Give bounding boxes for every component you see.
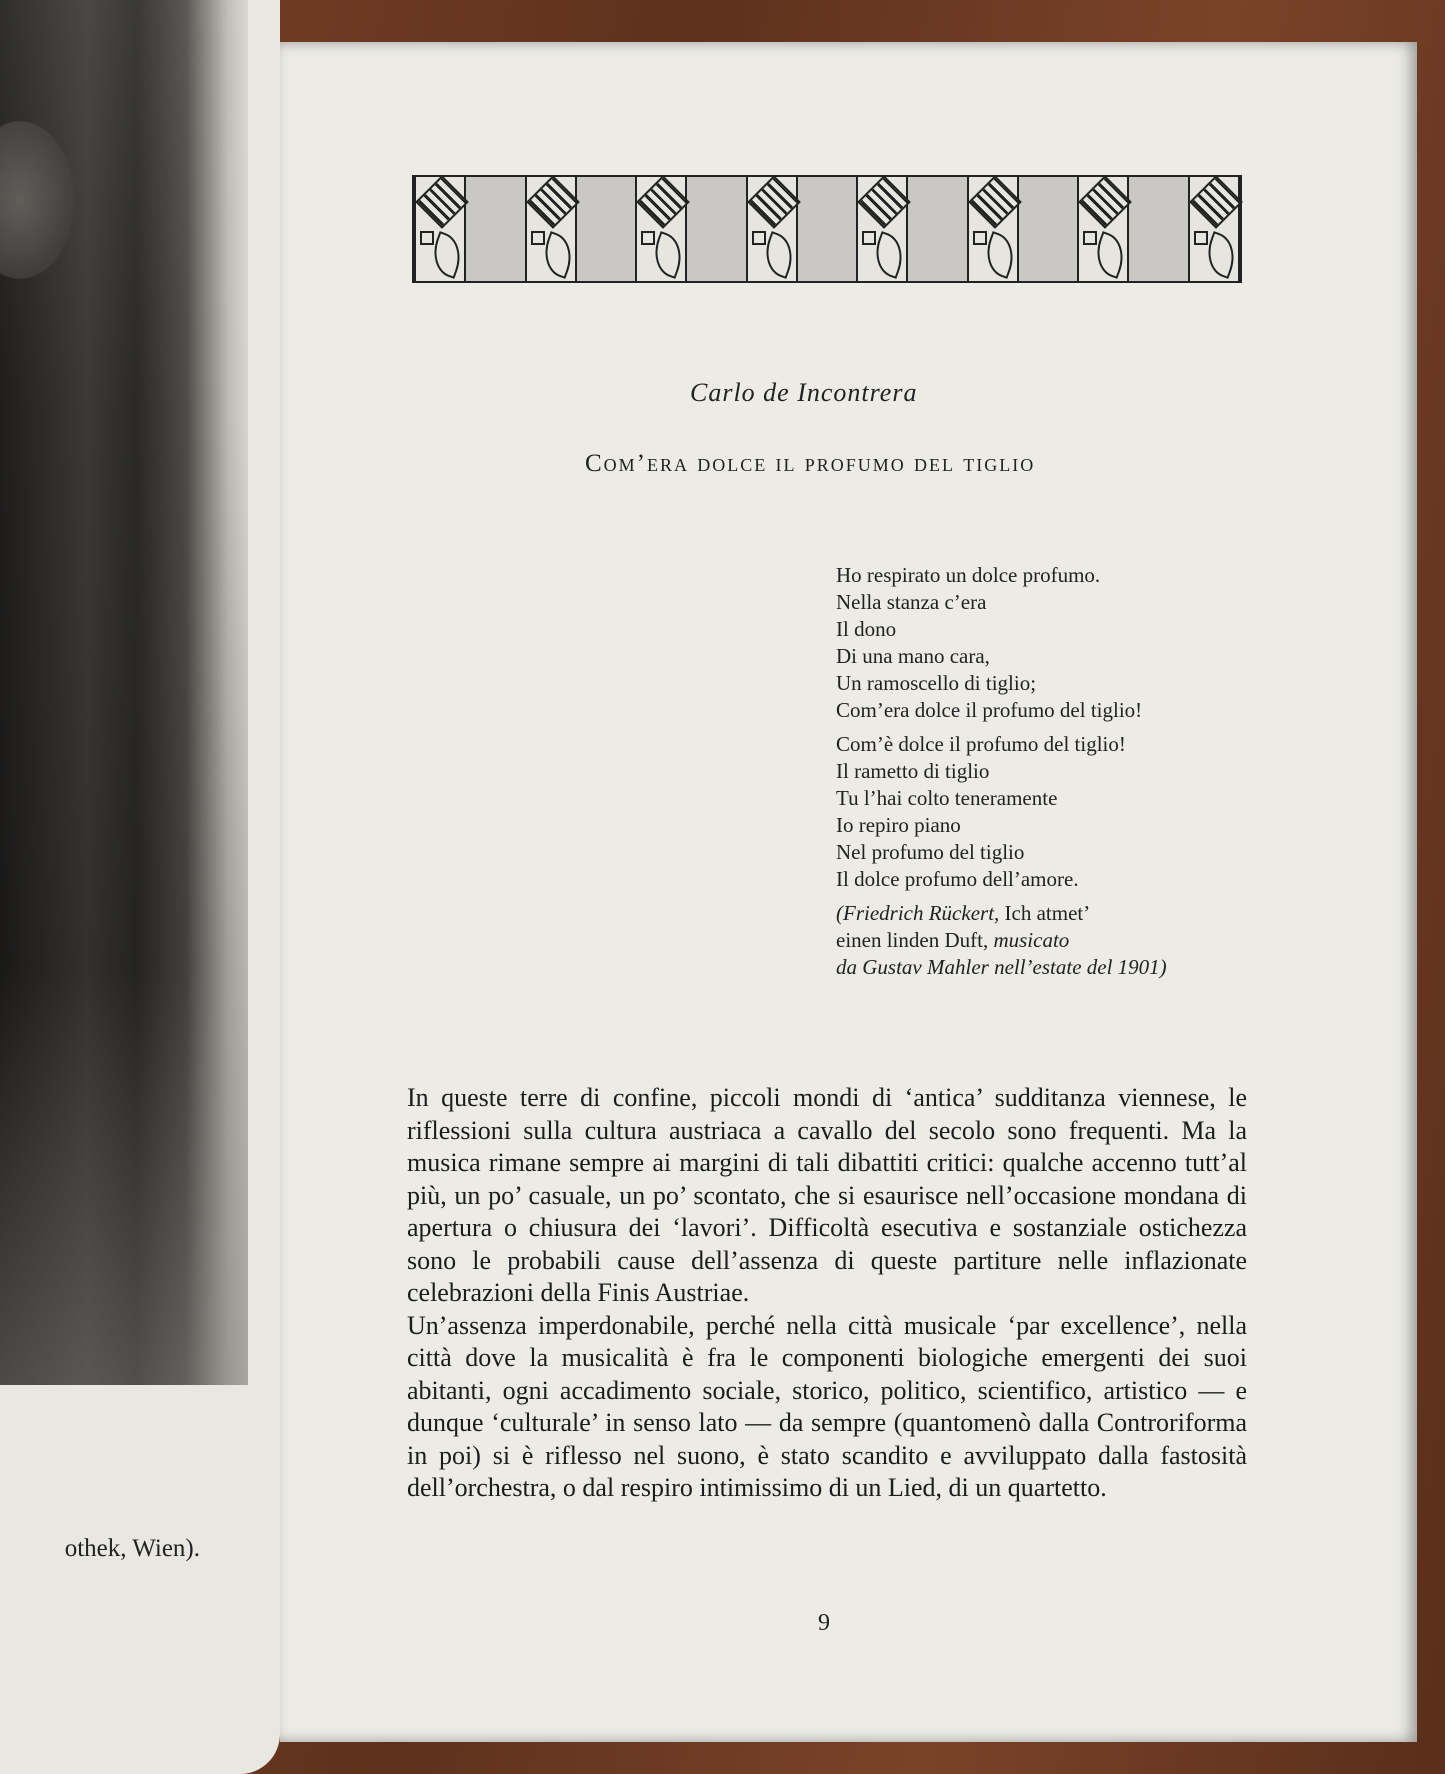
ornament-cell xyxy=(746,177,857,281)
ornament-cell xyxy=(525,177,636,281)
ornament-cell xyxy=(967,177,1078,281)
flower-ornament-icon xyxy=(1188,177,1240,281)
flower-ornament-icon xyxy=(414,177,466,281)
poem-stanza xyxy=(836,562,1216,724)
attribution-composer: da Gustav Mahler nell’estate del 1901) xyxy=(836,955,1167,979)
flower-ornament-icon xyxy=(967,177,1019,281)
flower-ornament-icon xyxy=(525,177,577,281)
flower-ornament-icon xyxy=(746,177,798,281)
photo-shading xyxy=(0,0,248,1385)
ornament-cell xyxy=(856,177,967,281)
attribution-song-title: Ich atmet’ xyxy=(999,901,1091,925)
body-paragraph: Un’assenza imperdonabile, perché nella città musicale ‘par excellence’, nella città dove la musicalità è fra le componenti biologiche emergenti dei suoi abitanti, ogni accadimento sociale, storico, politico, scientifico, artistico — e dunque ‘culturale’ in senso lato — da sempre (quantomenò dalla Controriforma in poi) si è riflesso nel suono, è stato scandito e avviluppato dalla fastosità dell’orchestra, o dal respiro intimissimo di un Lied, di un quartetto. xyxy=(407,1310,1247,1502)
attribution-author: (Friedrich Rückert, xyxy=(836,901,1000,925)
poem-line: Il rametto di tiglio xyxy=(836,759,990,783)
attribution-song-title-cont: einen linden Duft, xyxy=(836,928,994,952)
chapter-title: Com’era dolce il profumo del tiglio xyxy=(585,450,1036,477)
body-paragraph: In queste terre di confine, piccoli mondi di ‘antica’ sudditanza viennese, le riflessioni sulla cultura austriaca a cavallo del secolo sono frequenti. Ma la musica rimane sempre ai margini di tali dibattiti critici: qualche accenno tutt’al più, un po’ casuale, un po’ scontato, che si esaurisce nell’occasione mondana di apertura o chiusura dei ‘lavori’. Difficoltà esecutiva e sostanziale ostichezza sono le probabili cause dell’assenza di queste partiture nelle inflazionate celebrazioni della Finis Austriae. xyxy=(407,1083,1247,1307)
ornament-cell xyxy=(1188,177,1240,281)
poem-line: Io repiro piano xyxy=(836,813,961,837)
poem-line: Tu l’hai colto teneramente xyxy=(836,786,1058,810)
ornament-cell xyxy=(635,177,746,281)
poem-line: Com’è dolce il profumo del tiglio! xyxy=(836,732,1126,756)
decorative-border xyxy=(412,175,1242,283)
poem-attribution xyxy=(836,900,1216,981)
poem-line: Ho respirato un dolce profumo. xyxy=(836,563,1101,587)
poem-line: Un ramoscello di tiglio; xyxy=(836,671,1037,695)
poem-line: Com’era dolce il profumo del tiglio! xyxy=(836,698,1143,722)
page-number: 9 xyxy=(818,1610,830,1636)
photo-caption: othek, Wien). xyxy=(64,1535,200,1562)
poem-line: Di una mano cara, xyxy=(836,644,990,668)
flower-ornament-icon xyxy=(635,177,687,281)
poem-line: Il dono xyxy=(836,617,897,641)
epigraph-poem xyxy=(836,562,1216,981)
flower-ornament-icon xyxy=(856,177,908,281)
ornament-cell xyxy=(1077,177,1188,281)
poem-line: Il dolce profumo dell’amore. xyxy=(836,867,1079,891)
flower-ornament-icon xyxy=(1077,177,1129,281)
poem-stanza xyxy=(836,731,1216,893)
body-text xyxy=(407,1082,1247,1505)
poem-line: Nel profumo del tiglio xyxy=(836,840,1025,864)
attribution-note: musicato xyxy=(993,928,1070,952)
ornament-cell xyxy=(414,177,525,281)
poem-line: Nella stanza c’era xyxy=(836,590,987,614)
author-name: Carlo de Incontrera xyxy=(690,378,918,407)
left-page xyxy=(0,0,280,1774)
